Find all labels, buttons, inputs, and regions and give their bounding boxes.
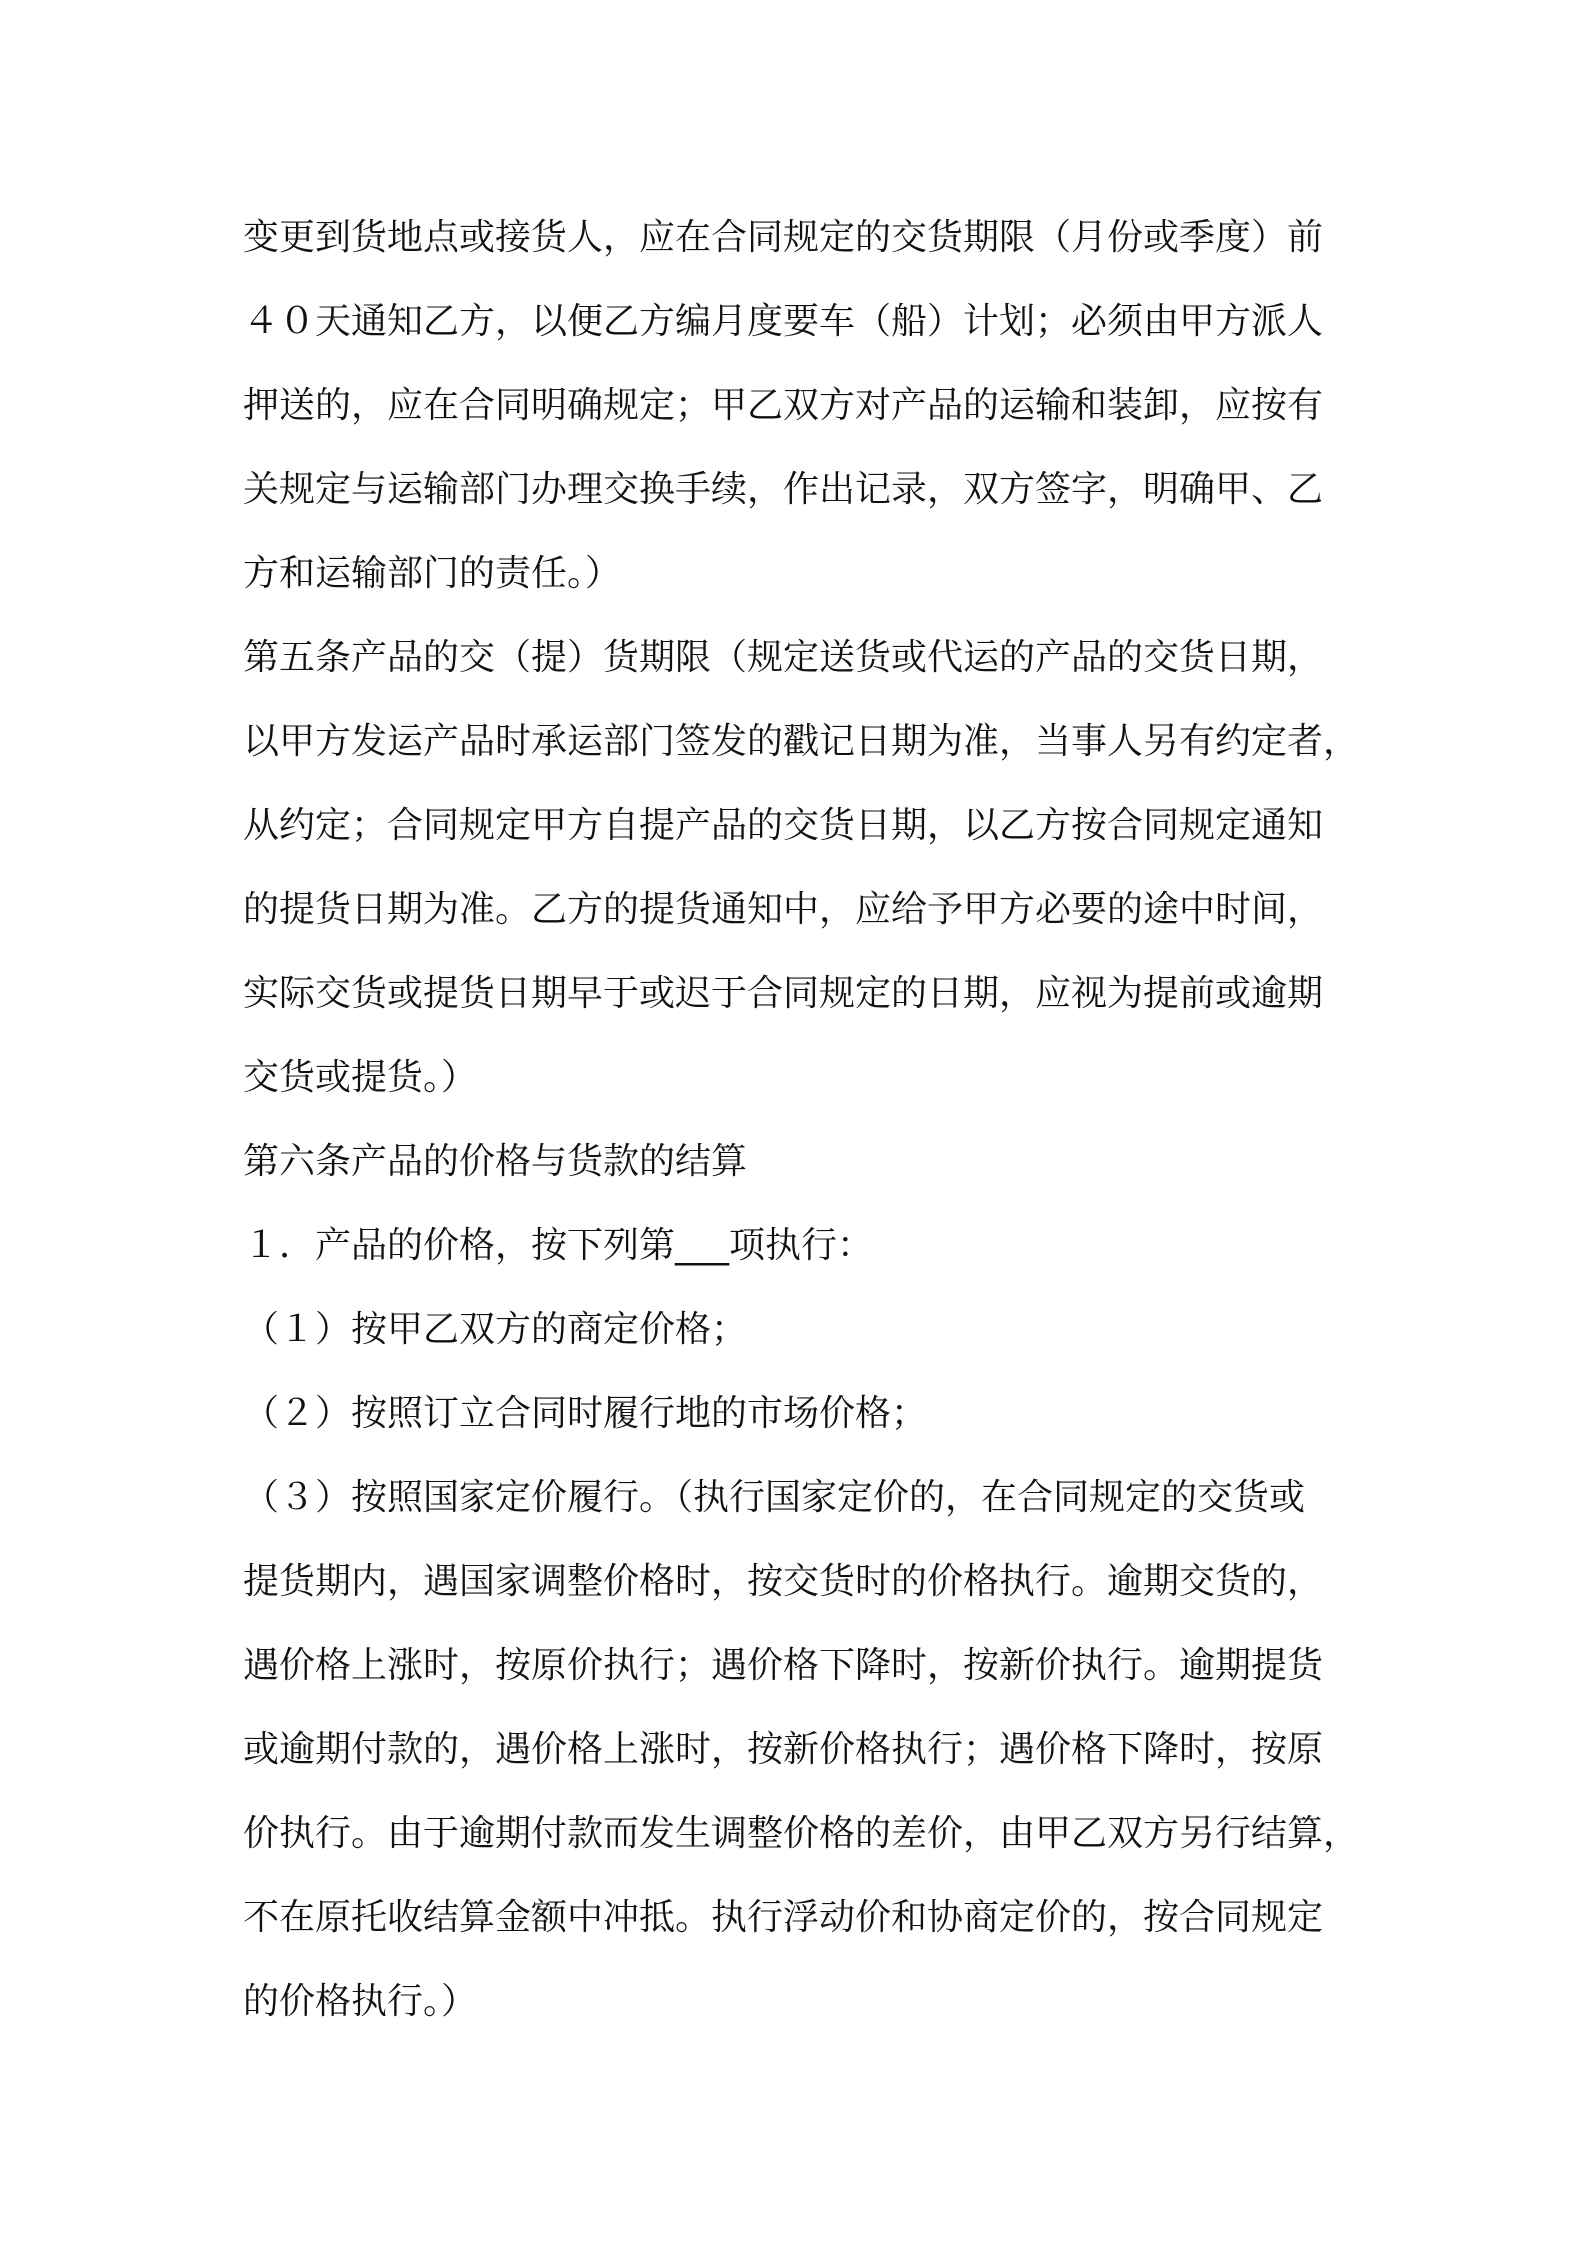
text-line: 实际交货或提货日期早于或迟于合同规定的日期，应视为提前或逾期 (243, 973, 1324, 1014)
text-line: 遇价格上涨时，按原价执行；遇价格下降时，按新价执行。逾期提货 (243, 1645, 1324, 1686)
text-line: 交货或提货。） (243, 1057, 478, 1098)
text-line: 价执行。由于逾期付款而发生调整价格的差价，由甲乙双方另行结算， (243, 1813, 1360, 1854)
text-line: 从约定；合同规定甲方自提产品的交货日期，以乙方按合同规定通知 (243, 805, 1324, 846)
text-line: 的提货日期为准。乙方的提货通知中，应给予甲方必要的途中时间， (243, 889, 1324, 930)
document-body (243, 196, 1383, 2044)
article-heading: 第六条产品的价格与货款的结算 (243, 1141, 748, 1182)
text-line: ４０天通知乙方，以便乙方编月度要车（船）计划；必须由甲方派人 (243, 301, 1324, 342)
text-line: （３）按照国家定价履行。（执行国家定价的，在合同规定的交货或 (243, 1477, 1306, 1518)
text-line: 押送的，应在合同明确规定；甲乙双方对产品的运输和装卸，应按有 (243, 385, 1324, 426)
text-line: 以甲方发运产品时承运部门签发的戳记日期为准，当事人另有约定者， (243, 721, 1360, 762)
text-line: 的价格执行。） (243, 1981, 478, 2022)
text-line: 或逾期付款的，遇价格上涨时，按新价格执行；遇价格下降时，按原 (243, 1729, 1324, 1770)
text-line: 不在原托收结算金额中冲抵。执行浮动价和协商定价的，按合同规定 (243, 1897, 1324, 1938)
text-line: 变更到货地点或接货人，应在合同规定的交货期限（月份或季度）前 (243, 217, 1324, 258)
text-line: （２）按照订立合同时履行地的市场价格； (243, 1393, 928, 1434)
text-line: 方和运输部门的责任。） (243, 553, 622, 594)
text-line: 提货期内，遇国家调整价格时，按交货时的价格执行。逾期交货的， (243, 1561, 1324, 1602)
text-line: （１）按甲乙双方的商定价格； (243, 1309, 748, 1350)
text-line: 关规定与运输部门办理交换手续，作出记录，双方签字，明确甲、乙 (243, 469, 1324, 510)
text-line: 第五条产品的交（提）货期限（规定送货或代运的产品的交货日期， (243, 637, 1324, 678)
text-line: １．产品的价格，按下列第___项执行： (243, 1225, 874, 1266)
